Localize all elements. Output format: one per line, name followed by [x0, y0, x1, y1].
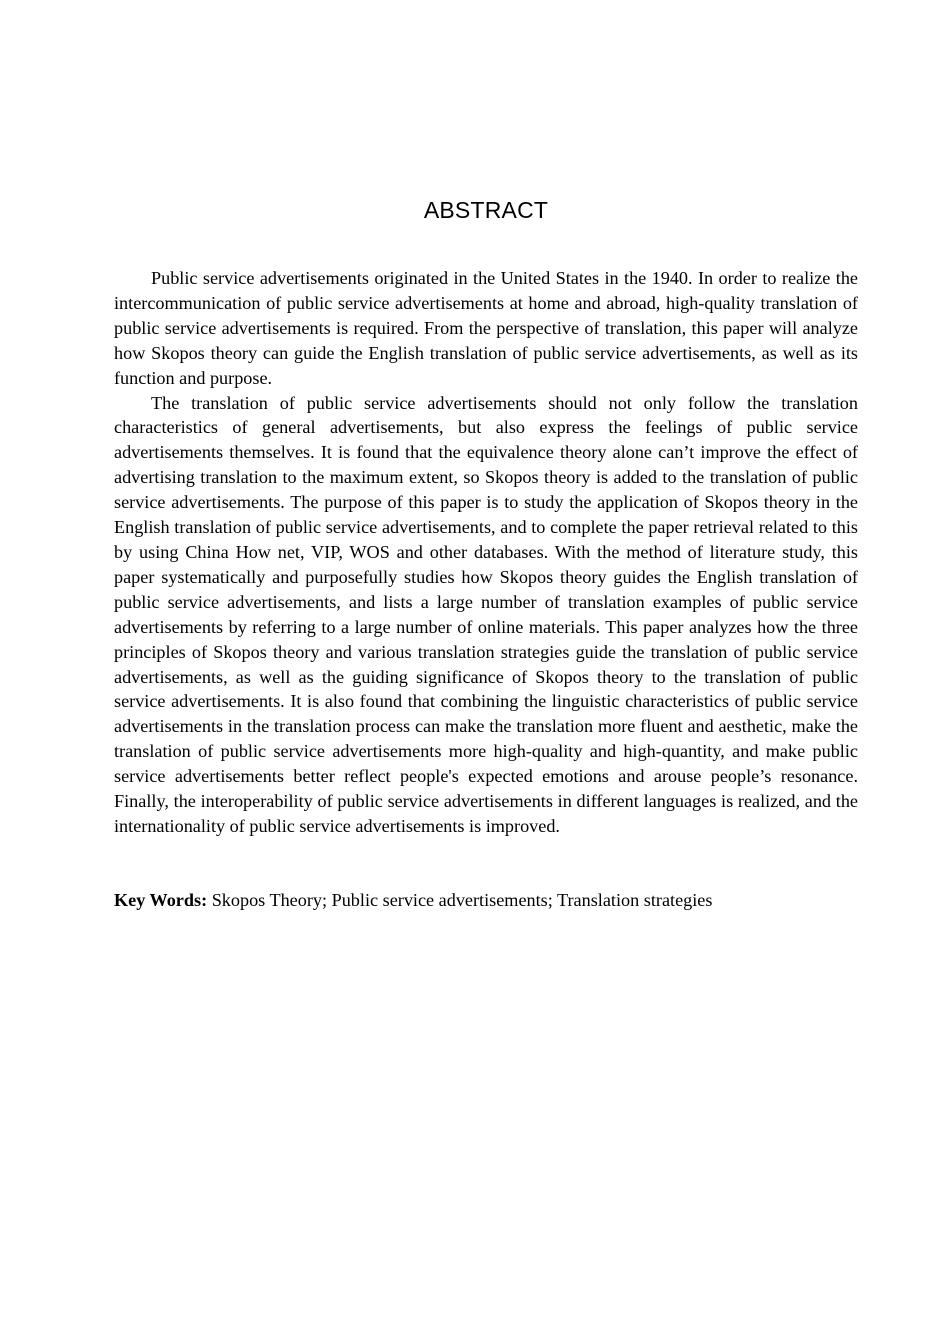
abstract-paragraph-2: The translation of public service advertisements should not only follow the translation characteristics of general advertisements, but also express the feelings of public service advertisements themselves. It is found that the equivalence theory alone can’t improve the effect of advertising translation to the maximum extent, so Skopos theory is added to the translation of public service advertisements. The purpose of this paper is to study the application of Skopos theory in the English translation of public service advertisements, and to complete the paper retrieval related to this by using China How net, VIP, WOS and other databases. With the method of literature study, this paper systematically and purposefully studies how Skopos theory guides the English translation of public service advertisements, and lists a large number of translation examples of public service advertisements by referring to a large number of online materials. This paper analyzes how the three principles of Skopos theory and various translation strategies guide the translation of public service advertisements, as well as the guiding significance of Skopos theory to the translation of public service advertisements. It is also found that combining the linguistic characteristics of public service advertisements in the translation process can make the translation more fluent and aesthetic, make the translation of public service advertisements more high-quality and high-quantity, and make public service advertisements better reflect people's expected emotions and arouse people’s resonance. Finally, the interoperability of public service advertisements in different languages is realized, and the internationality of public service advertisements is improved. [114, 392, 858, 836]
abstract-paragraph-1: Public service advertisements originated in the United States in the 1940. In order to realize the intercommunication of public service advertisements at home and abroad, high-quality translation of public service advertisements is required. From the perspective of translation, this paper will analyze how Skopos theory can guide the English translation of public service advertisements, as well as its function and purpose. [114, 268, 858, 388]
abstract-body [114, 266, 858, 839]
keywords-label: Key Words: [114, 890, 208, 910]
abstract-title: ABSTRACT [423, 197, 549, 223]
keywords-value: Skopos Theory; Public service advertisements; Translation strategies [211, 890, 713, 910]
keywords-line [114, 888, 858, 913]
